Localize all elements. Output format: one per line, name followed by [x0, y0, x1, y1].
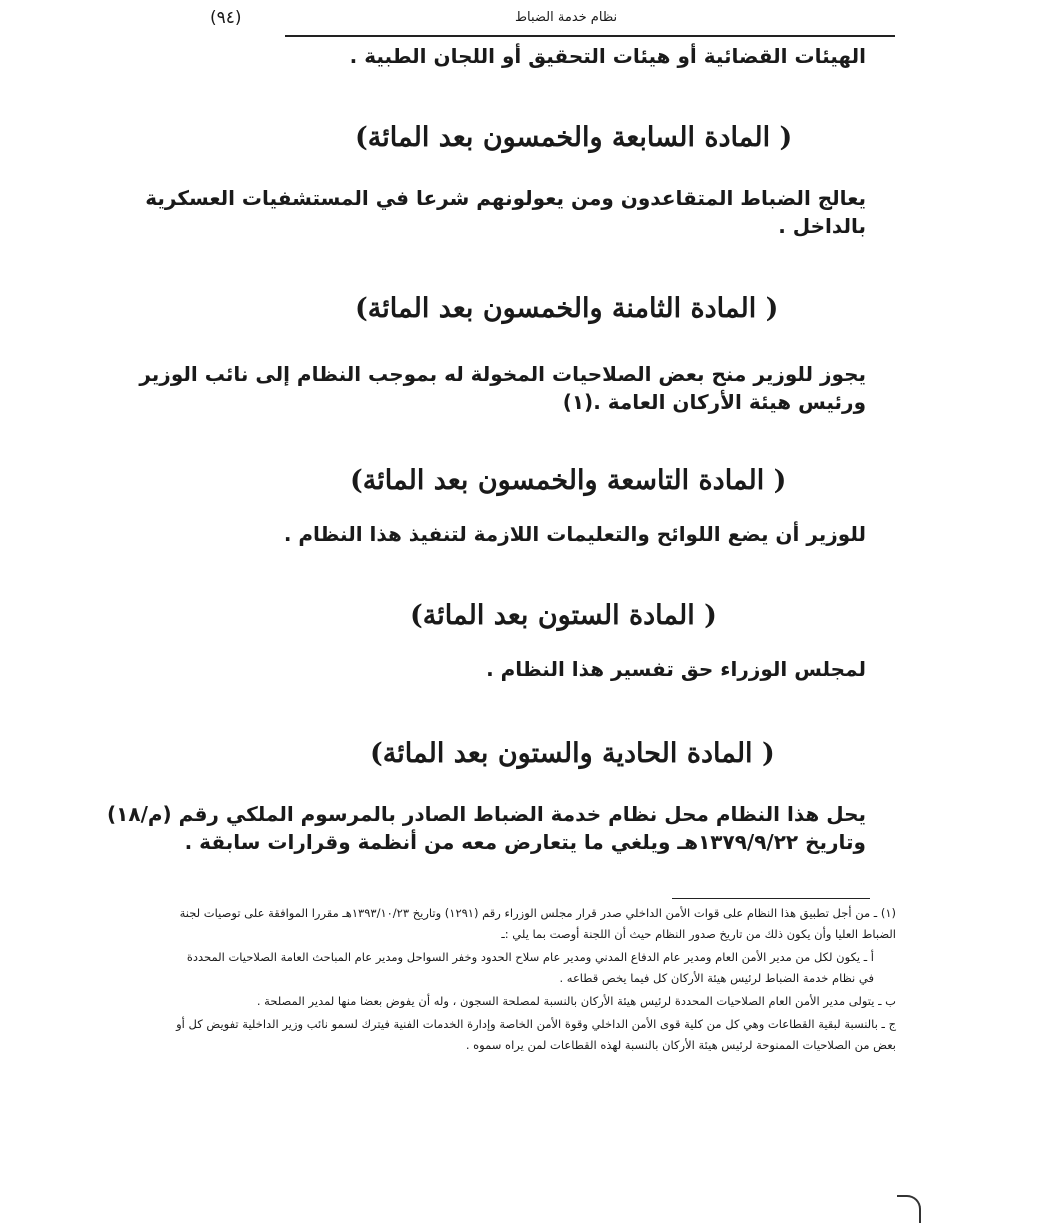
article-159-heading: ( المادة التاسعة والخمسون بعد المائة): [350, 465, 787, 496]
article-159-text: [186, 520, 866, 548]
text-line: يجوز للوزير منح بعض الصلاحيات المخولة له بموجب النظام إلى نائب الوزير: [139, 362, 866, 386]
text-line: بالداخل .: [778, 214, 866, 238]
text-line: لمجلس الوزراء حق تفسير هذا النظام .: [486, 657, 866, 681]
article-161-heading: ( المادة الحادية والستون بعد المائة): [370, 738, 775, 769]
text-line: يعالج الضباط المتقاعدون ومن يعولونهم شرعا في المستشفيات العسكرية: [145, 186, 866, 210]
page-number: (٩٤): [210, 8, 242, 28]
page-corner-mark: [897, 1195, 921, 1223]
book-title: نظام خدمة الضباط: [515, 10, 618, 25]
text-line: للوزير أن يضع اللوائح والتعليمات اللازمة لتنفيذ هذا النظام .: [283, 522, 866, 546]
footnotes: [176, 903, 896, 1058]
article-157-text: [145, 184, 866, 240]
text-line: يحل هذا النظام محل نظام خدمة الضباط الصادر بالمرسوم الملكي رقم (م/١٨): [107, 802, 866, 826]
article-158-heading: ( المادة الثامنة والخمسون بعد المائة): [355, 293, 779, 324]
article-161-text: [107, 800, 866, 856]
footnote-item-a: أ ـ يكون لكل من مدير الأمن العام ومدير عام الدفاع المدني ومدير عام سلاح الحدود وخفر السواحل ومدير عام المباحث العامة الصلاحيات المحددة في نظام خدمة الضباط لرئيس هيئة الأركان كل فيما يخص قطاعه .: [186, 950, 874, 985]
footnote-1: (١) ـ من أجل تطبيق هذا النظام على قوات الأمن الداخلي صدر قرار مجلس الوزراء رقم (١٢٩١) وتاريخ ١٣٩٣/١٠/٢٣هـ مقررا الموافقة على توصيات لجنة الضباط العليا وأن يكون ذلك من تاريخ صدور النظام حيث أن اللجنة أوصت بما يلي :ـ: [179, 906, 896, 941]
footnote-item-b: ب ـ يتولى مدير الأمن العام الصلاحيات المحددة لرئيس هيئة الأركان بالنسبة لمصلحة السجون ، وله أن يفوض بعضا منها لمدير المصلحة .: [256, 994, 896, 1008]
footnote-divider: [672, 898, 870, 899]
article-158-text: [139, 360, 866, 416]
text-line: وتاريخ ١٣٧٩/٩/٢٢هـ ويلغي ما يتعارض معه من أنظمة وقرارات سابقة .: [184, 830, 866, 854]
footnote-item-c: ج ـ بالنسبة لبقية القطاعات وهي كل من كلية قوى الأمن الداخلي وقوة الأمن الخاصة وإدارة الخدمات الفنية فيترك لسمو نائب وزير الداخلية تفويض كل أو بعض من الصلاحيات الممنوحة لرئيس هيئة الأركان بالنسبة لهذه القطاعات لمن يراه سموه .: [176, 1017, 896, 1052]
text-line: ورئيس هيئة الأركان العامة .(١): [562, 390, 866, 414]
article-160-heading: ( المادة الستون بعد المائة): [410, 600, 717, 631]
running-header: [170, 8, 880, 30]
carryover-paragraph: الهيئات القضائية أو هيئات التحقيق أو اللجان الطبية .: [349, 44, 866, 68]
article-157-heading: ( المادة السابعة والخمسون بعد المائة): [355, 122, 793, 153]
article-160-text: [186, 655, 866, 683]
header-divider: [285, 35, 895, 37]
